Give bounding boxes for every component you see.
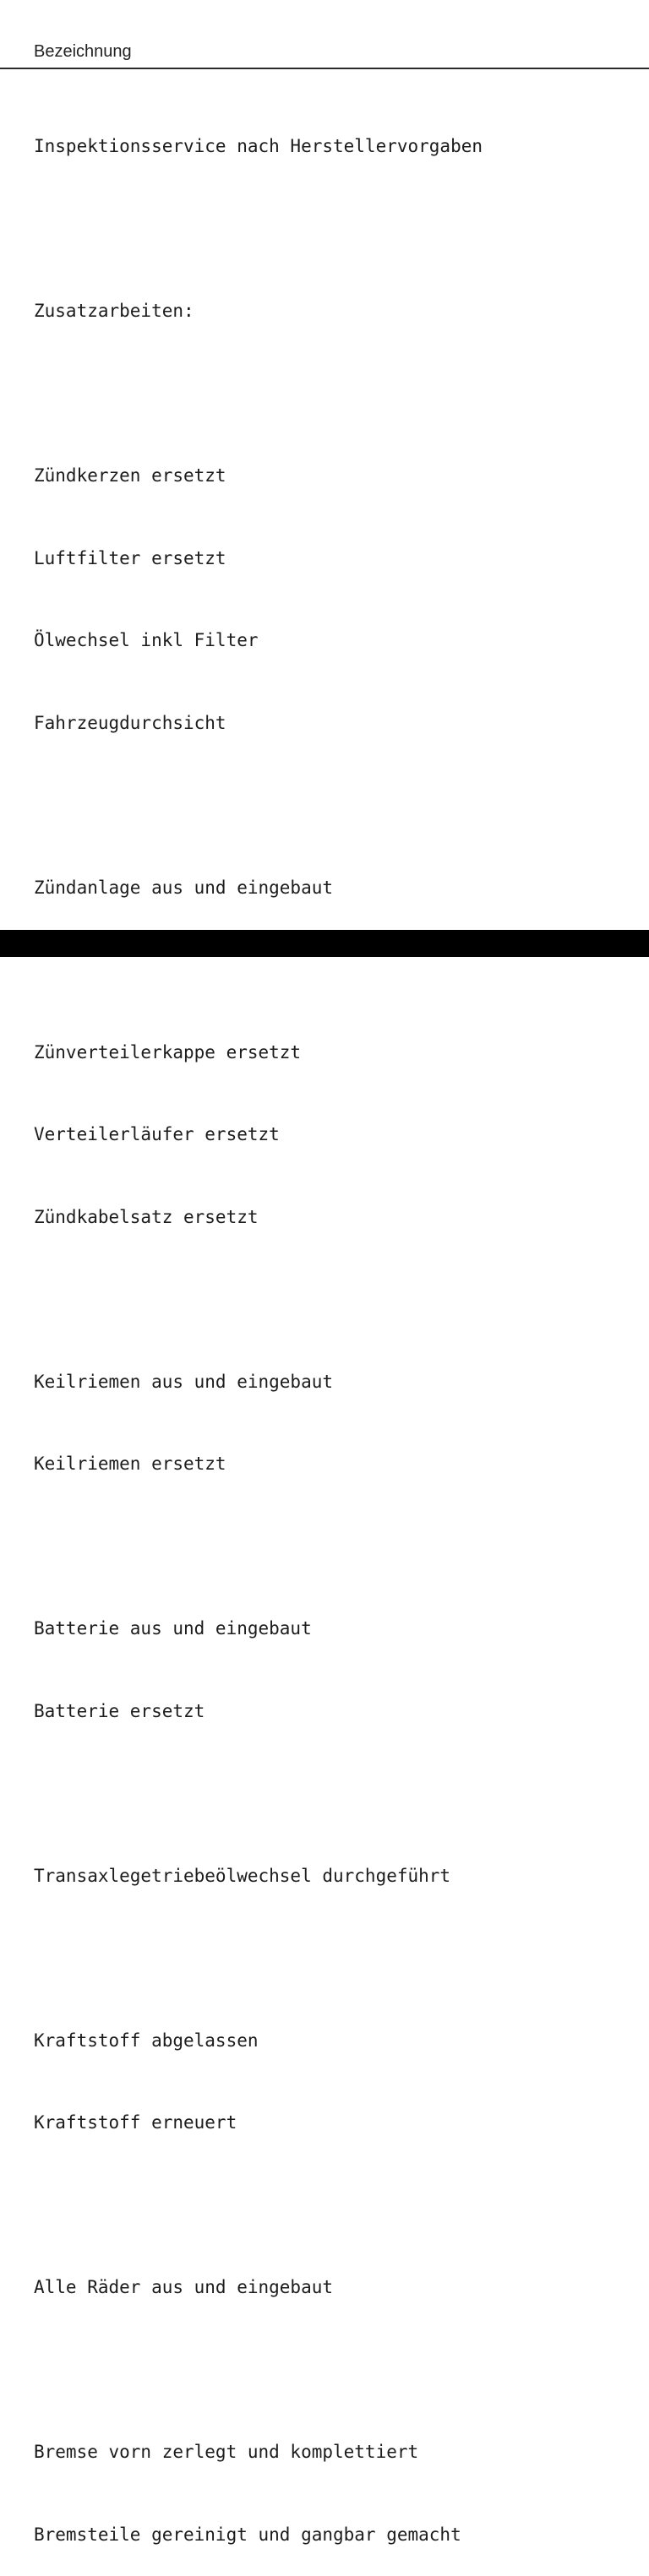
line-item: Keilriemen ersetzt [34, 1454, 226, 1474]
line-item: Fahrzeugdurchsicht [34, 712, 226, 733]
line-item: Inspektionsservice nach Herstellervorgaben [34, 136, 483, 156]
line-item: Kraftstoff abgelassen [34, 2030, 259, 2051]
line-item: Bremse vorn zerlegt und komplettiert [34, 2442, 419, 2462]
line-item: Luftfilter ersetzt [34, 547, 226, 568]
line-item: Keilriemen aus und eingebaut [34, 1371, 334, 1392]
column-header: Bezeichnung [34, 42, 132, 61]
line-item: Zündanlage aus und eingebaut [34, 877, 334, 898]
line-item [34, 1944, 483, 1972]
line-item: Ölwechsel inkl Filter [34, 630, 259, 650]
line-item: Batterie ersetzt [34, 1700, 205, 1721]
header-divider [0, 68, 649, 69]
line-item [34, 380, 483, 408]
line-item [34, 215, 483, 243]
line-item: Alle Räder aus und eingebaut [34, 2277, 334, 2297]
line-item: Zündkerzen ersetzt [34, 465, 226, 486]
line-item [34, 2192, 483, 2220]
line-item: Kraftstoff erneuert [34, 2112, 237, 2133]
line-item [34, 1533, 483, 1561]
line-item: Zünverteilerkappe ersetzt [34, 1041, 302, 1062]
service-items-list [34, 78, 483, 2576]
line-item [34, 2356, 483, 2384]
line-item [34, 1285, 483, 1313]
line-item: Transaxlegetriebeölwechsel durchgeführt [34, 1865, 451, 1886]
line-item: Verteilerläufer ersetzt [34, 1124, 280, 1144]
line-item [34, 1780, 483, 1807]
line-item [34, 956, 483, 984]
line-item: Batterie aus und eingebaut [34, 1618, 312, 1639]
line-item: Zündkabelsatz ersetzt [34, 1206, 259, 1227]
bottom-bar [0, 930, 649, 957]
line-item: Bremsteile gereinigt und gangbar gemacht [34, 2524, 461, 2545]
line-item: Zusatzarbeiten: [34, 301, 194, 321]
line-item [34, 791, 483, 819]
